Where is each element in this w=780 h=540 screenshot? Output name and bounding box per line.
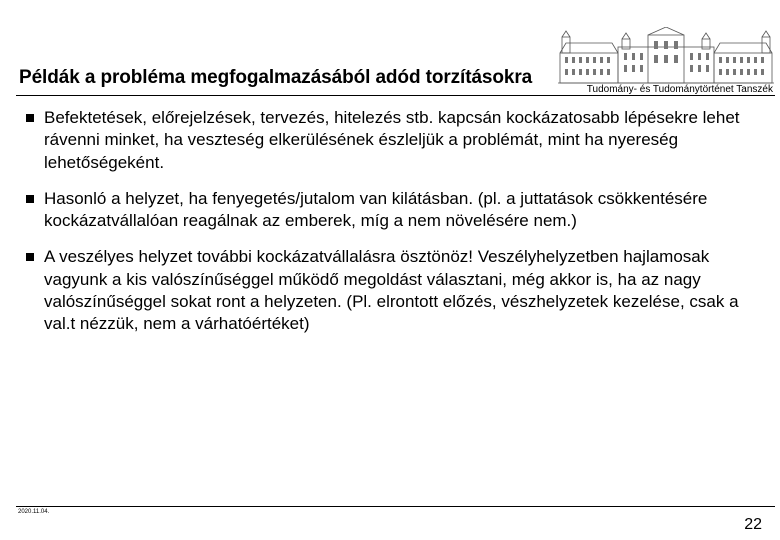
building-illustration-icon (556, 27, 778, 93)
square-bullet-icon (26, 114, 34, 122)
square-bullet-icon (26, 195, 34, 203)
bullet-item (26, 188, 766, 233)
header-divider (16, 95, 775, 96)
footer-divider (16, 506, 775, 507)
bullet-text: A veszélyes helyzet további kockázatvállalásra ösztönöz! Veszélyhelyzetben hajlamosak vagyunk a kis valószínűséggel működő megoldást választani, még akkor is, ha az nagy valószínűséggel sokat ront a helyzeten. (Pl. elrontott előzés, vészhelyzetek kezelése, csak a val.t nézzük, nem a várhatóértéket) (44, 247, 739, 334)
bullet-list (26, 107, 766, 350)
bullet-item (26, 246, 766, 335)
footer-date: 2020.11.04. (18, 509, 50, 515)
slide-title: Példák a probléma megfogalmazásából adód torzításokra (19, 67, 533, 88)
square-bullet-icon (26, 253, 34, 261)
bullet-text: Hasonló a helyzet, ha fenyegetés/jutalom van kilátásban. (pl. a juttatások csökkentésére kockázatvállalóan reagálnak az emberek, míg a nem növelésére nem.) (44, 188, 708, 231)
logo-caption: Tudomány- és Tudománytörténet Tanszék (586, 84, 773, 95)
bullet-text: Befektetések, előrejelzések, tervezés, hitelezés stb. kapcsán kockázatosabb lépésekre lehet rávenni minket, ha veszteség elkerülésének észleljük a problémát, mint ha nyereség lehetőségeként. (44, 108, 740, 172)
bullet-item (26, 107, 766, 174)
page-number: 22 (744, 516, 762, 533)
